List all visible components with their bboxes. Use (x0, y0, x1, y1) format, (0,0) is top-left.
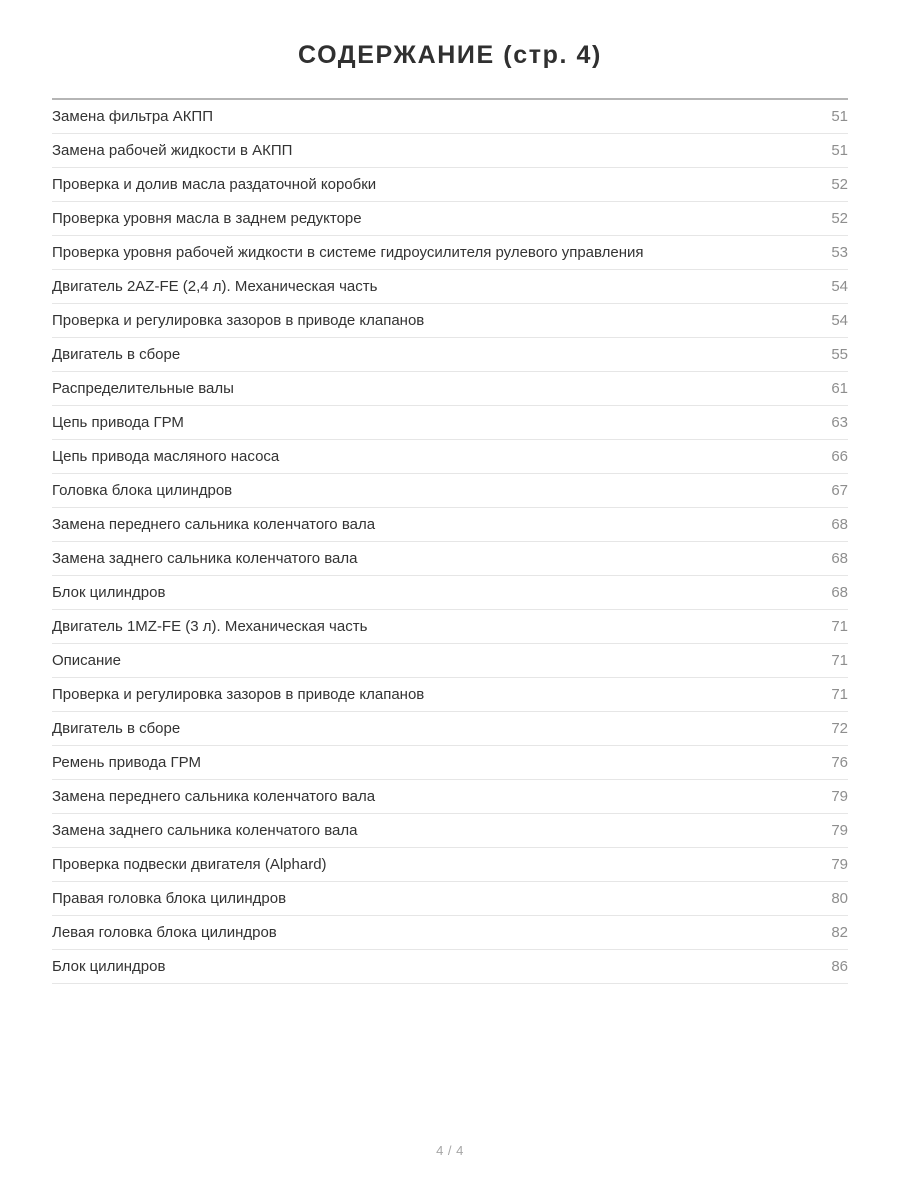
toc-entry-page-number: 86 (831, 958, 848, 975)
toc-entry-page-number: 52 (831, 210, 848, 227)
toc-entry-page-number: 71 (831, 652, 848, 669)
toc-entry-label: Описание (52, 652, 122, 669)
toc-entry-label: Блок цилиндров (52, 584, 166, 601)
toc-entry[interactable] (52, 950, 848, 984)
toc-entry-label: Проверка и регулировка зазоров в приводе клапанов (52, 686, 425, 703)
toc-entry-page-number: 79 (831, 856, 848, 873)
toc-entry-label: Головка блока цилиндров (52, 482, 233, 499)
toc-entry[interactable] (52, 916, 848, 950)
toc-entry-label: Правая головка блока цилиндров (52, 890, 287, 907)
toc-entry-page-number: 80 (831, 890, 848, 907)
toc-entry[interactable] (52, 202, 848, 236)
toc-entry-page-number: 79 (831, 788, 848, 805)
toc-entry[interactable] (52, 610, 848, 644)
toc-entry-label: Замена заднего сальника коленчатого вала (52, 822, 358, 839)
toc-entry-page-number: 76 (831, 754, 848, 771)
toc-entry-label: Двигатель 1MZ-FE (3 л). Механическая часть (52, 618, 368, 635)
toc-entry-label: Проверка подвески двигателя (Alphard) (52, 856, 327, 873)
toc-entry-label: Проверка и долив масла раздаточной коробки (52, 176, 377, 193)
toc-entry[interactable] (52, 814, 848, 848)
toc-entry-label: Блок цилиндров (52, 958, 166, 975)
toc-entry[interactable] (52, 338, 848, 372)
toc-entry[interactable] (52, 678, 848, 712)
toc-entry-label: Цепь привода масляного насоса (52, 448, 280, 465)
toc-entry-page-number: 53 (831, 244, 848, 261)
toc-entry[interactable] (52, 440, 848, 474)
toc-entry-label: Проверка и регулировка зазоров в приводе клапанов (52, 312, 425, 329)
toc-entry-label: Замена заднего сальника коленчатого вала (52, 550, 358, 567)
toc-entry-page-number: 68 (831, 584, 848, 601)
toc-entry-page-number: 67 (831, 482, 848, 499)
toc-entry-page-number: 51 (831, 142, 848, 159)
toc-entry-page-number: 66 (831, 448, 848, 465)
toc-entry-label: Ремень привода ГРМ (52, 754, 201, 771)
toc-entry[interactable] (52, 270, 848, 304)
toc-entry-label: Распределительные валы (52, 380, 234, 397)
toc-entry-page-number: 71 (831, 686, 848, 703)
toc-entry[interactable] (52, 372, 848, 406)
toc-entry[interactable] (52, 236, 848, 270)
toc-entry-page-number: 51 (831, 108, 848, 125)
toc-entry[interactable] (52, 474, 848, 508)
toc-entry-label: Левая головка блока цилиндров (52, 924, 277, 941)
page-pagination: 4 / 4 (436, 1143, 464, 1158)
toc-entry-page-number: 79 (831, 822, 848, 839)
toc-entry[interactable] (52, 576, 848, 610)
toc-entry-label: Проверка уровня масла в заднем редукторе (52, 210, 362, 227)
toc-entry-page-number: 68 (831, 550, 848, 567)
toc-entry-page-number: 55 (831, 346, 848, 363)
toc-entry[interactable] (52, 304, 848, 338)
toc-entry[interactable] (52, 406, 848, 440)
toc-entry[interactable] (52, 644, 848, 678)
toc-entry-page-number: 68 (831, 516, 848, 533)
toc-entry-label: Двигатель в сборе (52, 720, 181, 737)
toc-entry-label: Двигатель в сборе (52, 346, 181, 363)
toc-entry-page-number: 82 (831, 924, 848, 941)
toc-entry[interactable] (52, 848, 848, 882)
page-title: СОДЕРЖАНИЕ (стр. 4) (298, 41, 602, 69)
toc-entry-label: Замена фильтра АКПП (52, 108, 213, 125)
toc-entry[interactable] (52, 100, 848, 134)
toc-entry-label: Замена переднего сальника коленчатого вала (52, 516, 376, 533)
toc-entry-label: Двигатель 2AZ-FE (2,4 л). Механическая часть (52, 278, 378, 295)
toc-entry-page-number: 63 (831, 414, 848, 431)
toc-entry-page-number: 54 (831, 312, 848, 329)
toc-entry[interactable] (52, 780, 848, 814)
toc-entry-label: Цепь привода ГРМ (52, 414, 184, 431)
toc-entry-page-number: 61 (831, 380, 848, 397)
toc-entry-label: Проверка уровня рабочей жидкости в системе гидроусилителя рулевого управления (52, 244, 644, 261)
toc-entry[interactable] (52, 746, 848, 780)
toc-entry-page-number: 52 (831, 176, 848, 193)
toc-entry[interactable] (52, 508, 848, 542)
toc-entry[interactable] (52, 168, 848, 202)
toc-entry[interactable] (52, 882, 848, 916)
toc-entry[interactable] (52, 542, 848, 576)
toc-entry-label: Замена переднего сальника коленчатого вала (52, 788, 376, 805)
toc-entry[interactable] (52, 134, 848, 168)
toc-entry[interactable] (52, 712, 848, 746)
toc-entry-page-number: 54 (831, 278, 848, 295)
toc-entry-page-number: 72 (831, 720, 848, 737)
table-of-contents (52, 100, 848, 984)
toc-entry-page-number: 71 (831, 618, 848, 635)
toc-entry-label: Замена рабочей жидкости в АКПП (52, 142, 293, 159)
